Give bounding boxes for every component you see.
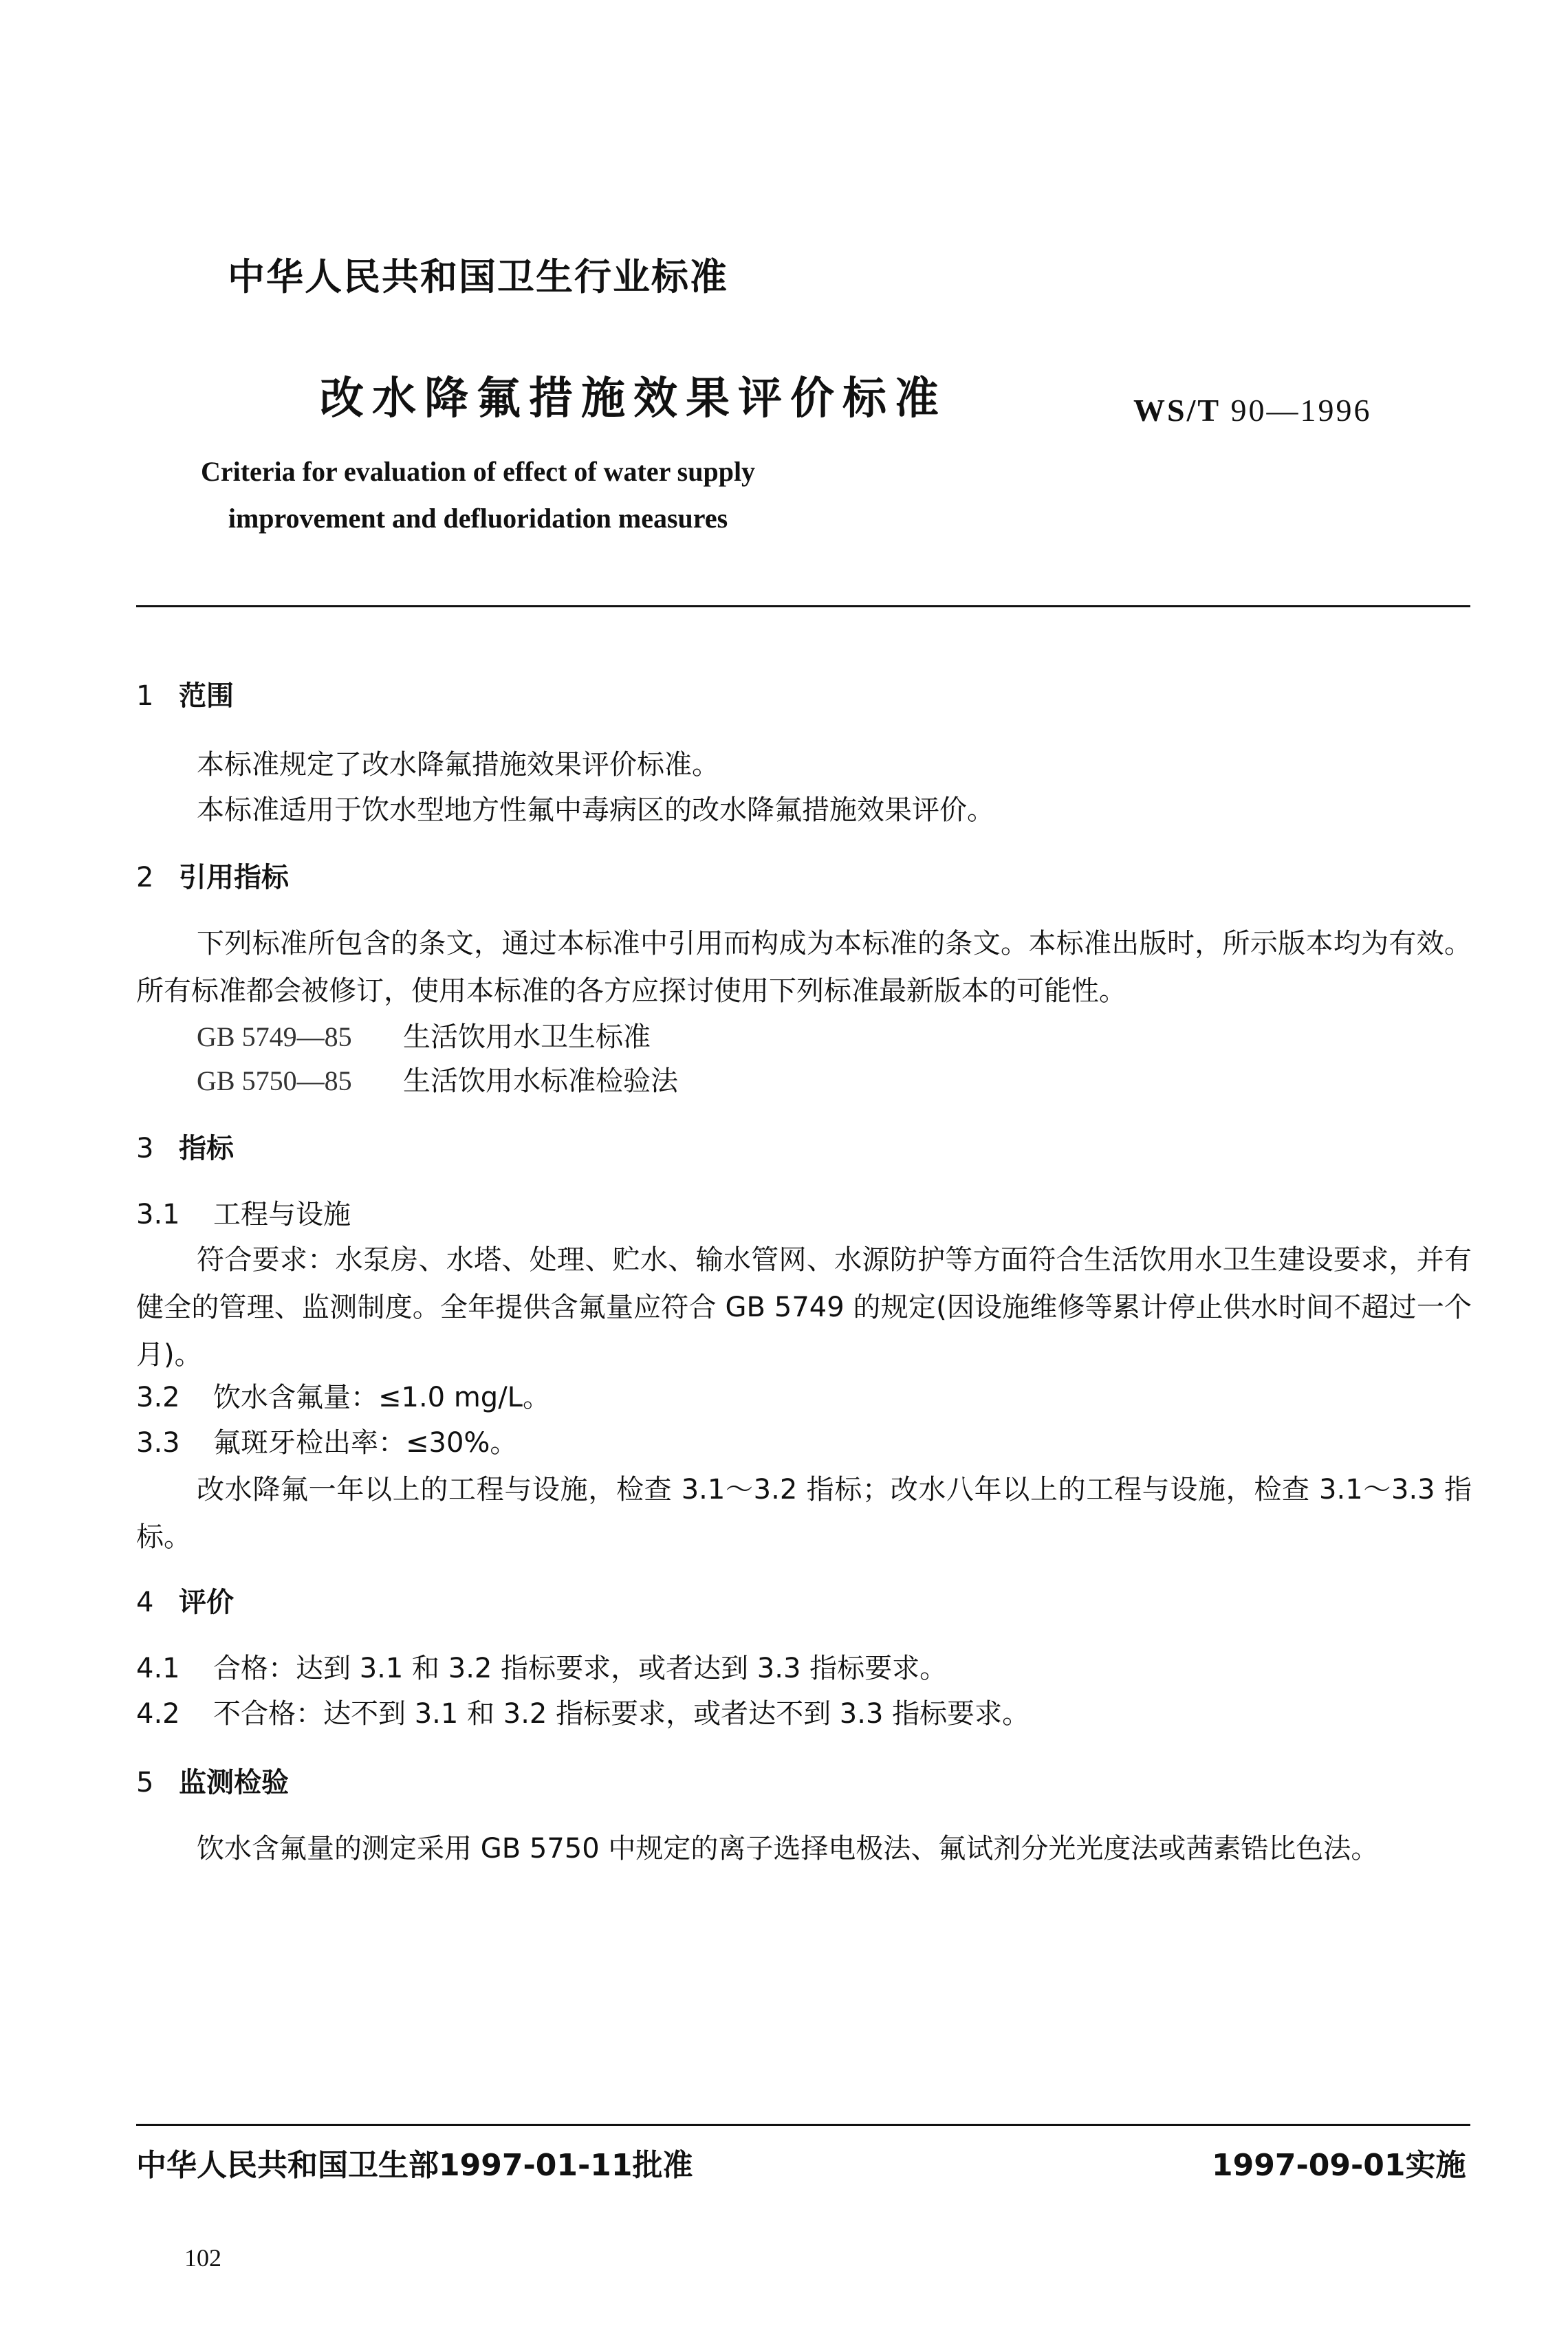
section-4-number: 4 <box>136 1587 154 1618</box>
section-4-title: 评价 <box>179 1587 234 1618</box>
clause-text: 工程与设施 <box>213 1199 351 1230</box>
section-2-number: 2 <box>136 862 154 893</box>
section-2-title: 引用指标 <box>179 862 289 893</box>
reference-item <box>197 1015 651 1054</box>
approval-statement: 中华人民共和国卫生部1997-01-11批准 <box>136 2148 693 2183</box>
section-5-title: 监测检验 <box>179 1767 289 1798</box>
clause-text: 氟斑牙检出率：≤30%。 <box>213 1427 518 1459</box>
section-4-heading <box>136 1580 234 1620</box>
clause-number: 4.2 <box>136 1698 180 1730</box>
section-3-title: 指标 <box>179 1133 234 1164</box>
section-2-heading <box>136 856 289 895</box>
english-title-line2: improvement and defluoridation measures <box>228 503 728 534</box>
section-3-heading <box>136 1127 234 1166</box>
page-number: 102 <box>184 2244 221 2272</box>
reference-name: 生活饮用水卫生标准 <box>403 1021 651 1053</box>
clause-3-1 <box>136 1193 351 1232</box>
header-divider <box>136 605 1470 607</box>
section-5-paragraph: 饮水含氟量的测定采用 GB 5750 中规定的离子选择电极法、氟试剂分光光度法或茜素锆比色法。 <box>197 1833 1379 1865</box>
clause-text: 不合格：达不到 3.1 和 3.2 指标要求，或者达不到 3.3 指标要求。 <box>213 1698 1030 1730</box>
clause-number: 3.3 <box>136 1427 180 1459</box>
section-1-paragraph-2: 本标准适用于饮水型地方性氟中毒病区的改水降氟措施效果评价。 <box>197 794 994 826</box>
clause-4-1 <box>136 1646 947 1686</box>
section-3-note-paragraph: 改水降氟一年以上的工程与设施，检查 3.1～3.2 指标；改水八年以上的工程与设施，检查 3.1～3.3 指标。 <box>136 1474 1472 1553</box>
clause-3-2 <box>136 1376 550 1415</box>
reference-item <box>197 1059 678 1098</box>
reference-code: GB 5749—85 <box>197 1021 352 1052</box>
section-5-heading <box>136 1761 289 1800</box>
clause-text: 饮水含氟量：≤1.0 mg/L。 <box>213 1382 550 1413</box>
section-1-number: 1 <box>136 680 154 712</box>
reference-code: GB 5750—85 <box>197 1065 352 1096</box>
standard-code-prefix: WS/T <box>1133 393 1221 428</box>
clause-3-1-paragraph: 符合要求：水泵房、水塔、处理、贮水、输水管网、水源防护等方面符合生活饮用水卫生建设要求，并有健全的管理、监测制度。全年提供含氟量应符合 GB 5749 的规定(因设施维修等累计停止供水时间不超过一个月)。 <box>136 1244 1472 1371</box>
section-3-number: 3 <box>136 1133 154 1164</box>
effective-date: 1997-09-01实施 <box>1212 2148 1466 2183</box>
section-5-number: 5 <box>136 1767 154 1798</box>
section-1-title: 范围 <box>179 680 234 712</box>
clause-3-3 <box>136 1421 517 1460</box>
standard-code-number: 90—1996 <box>1230 393 1372 428</box>
section-1-heading <box>136 674 234 713</box>
clause-number: 4.1 <box>136 1653 180 1684</box>
english-title-line1: Criteria for evaluation of effect of water supply <box>200 456 756 487</box>
document-issuer: 中华人民共和国卫生行业标准 <box>228 255 728 298</box>
clause-number: 3.2 <box>136 1382 180 1413</box>
clause-4-2 <box>136 1692 1030 1731</box>
standard-code <box>1133 392 1372 428</box>
clause-number: 3.1 <box>136 1199 180 1230</box>
document-title: 改水降氟措施效果评价标准 <box>320 373 947 424</box>
section-1-paragraph-1: 本标准规定了改水降氟措施效果评价标准。 <box>197 749 719 781</box>
section-2-paragraph: 下列标准所包含的条文，通过本标准中引用而构成为本标准的条文。本标准出版时，所示版本均为有效。所有标准都会被修订，使用本标准的各方应探讨使用下列标准最新版本的可能性。 <box>136 928 1472 1007</box>
clause-text: 合格：达到 3.1 和 3.2 指标要求，或者达到 3.3 指标要求。 <box>213 1653 948 1684</box>
footer-divider <box>136 2124 1470 2126</box>
reference-name: 生活饮用水标准检验法 <box>403 1065 678 1097</box>
